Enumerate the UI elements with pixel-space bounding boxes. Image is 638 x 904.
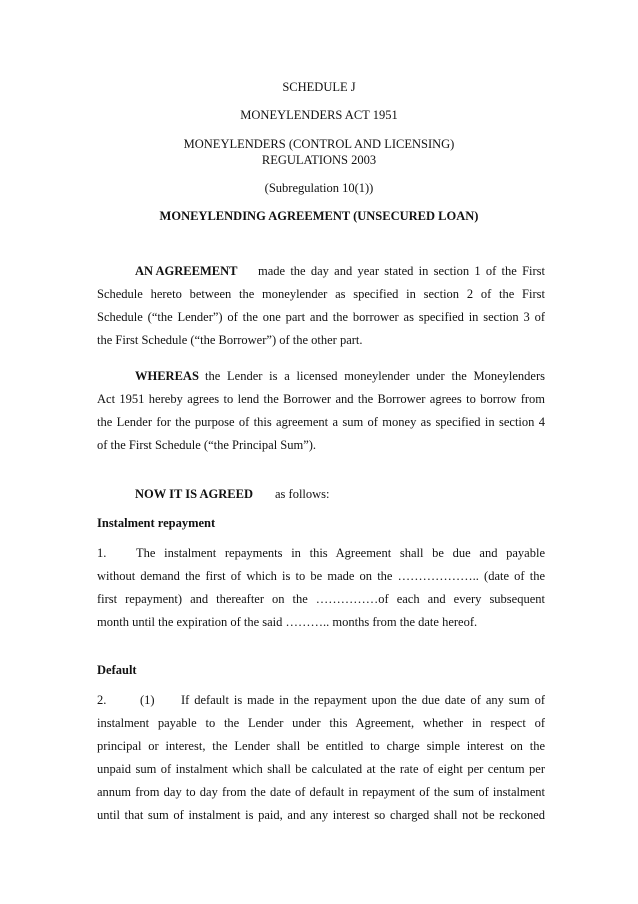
instalment-line-2: without demand the first of which is to be made on the ……………….. (date of the [97, 569, 545, 583]
act-title: MONEYLENDERS ACT 1951 [240, 108, 398, 122]
agreement-line-4: the First Schedule (“the Borrower”) of the other part. [97, 333, 363, 347]
instalment-number: 1. [97, 546, 107, 560]
whereas-line-1: the Lender is a licensed moneylender under the Moneylenders [205, 369, 545, 383]
regulations-title-line2: REGULATIONS 2003 [261, 153, 377, 167]
regulations-title-line1: MONEYLENDERS (CONTROL AND LICENSING) [183, 137, 455, 151]
instalment-line-1: The instalment repayments in this Agreement shall be due and payable [136, 546, 545, 560]
agreement-lead: AN AGREEMENT [135, 264, 238, 278]
default-line-2: instalment payable to the Lender under this Agreement, whether in respect of [97, 716, 545, 730]
whereas-line-3: the Lender for the purpose of this agreement a sum of money as specified in section 4 [97, 415, 545, 429]
default-line-4: unpaid sum of instalment which shall be calculated at the rate of eight per centum per [97, 762, 545, 776]
agreement-line-2: Schedule hereto between the moneylender as specified in section 2 of the First [97, 287, 545, 301]
default-line-3: principal or interest, the Lender shall be entitled to charge simple interest on the [97, 739, 545, 753]
default-line-5: annum from day to day from the date of default in repayment of the sum of instalment [97, 785, 545, 799]
agreed-lead: NOW IT IS AGREED [135, 487, 253, 501]
agreed-rest: as follows: [275, 487, 330, 501]
agreement-line-3: Schedule (“the Lender”) of the one part and the borrower as specified in section 3 of [97, 310, 545, 324]
instalment-line-3: first repayment) and thereafter on the ……………of each and every subsequent [97, 592, 545, 606]
default-line-1: If default is made in the repayment upon the due date of any sum of [181, 693, 545, 707]
whereas-line-4: of the First Schedule (“the Principal Sum”). [97, 438, 317, 452]
default-subsection: (1) [140, 693, 155, 707]
whereas-lead: WHEREAS [135, 369, 199, 383]
default-heading: Default [97, 663, 137, 677]
agreement-line-1: made the day and year stated in section 1 of the First [258, 264, 545, 278]
subregulation-label: (Subregulation 10(1)) [264, 181, 374, 195]
instalment-line-4: month until the expiration of the said ……….. months from the date hereof. [97, 615, 478, 629]
default-number: 2. [97, 693, 107, 707]
instalment-heading: Instalment repayment [97, 516, 216, 530]
whereas-line-2: Act 1951 hereby agrees to lend the Borrower and the Borrower agrees to borrow from [97, 392, 545, 406]
agreement-title: MONEYLENDING AGREEMENT (UNSECURED LOAN) [159, 209, 479, 223]
schedule-label: SCHEDULE J [282, 80, 356, 94]
default-line-6: until that sum of instalment is paid, and any interest so charged shall not be reckoned [97, 808, 545, 822]
